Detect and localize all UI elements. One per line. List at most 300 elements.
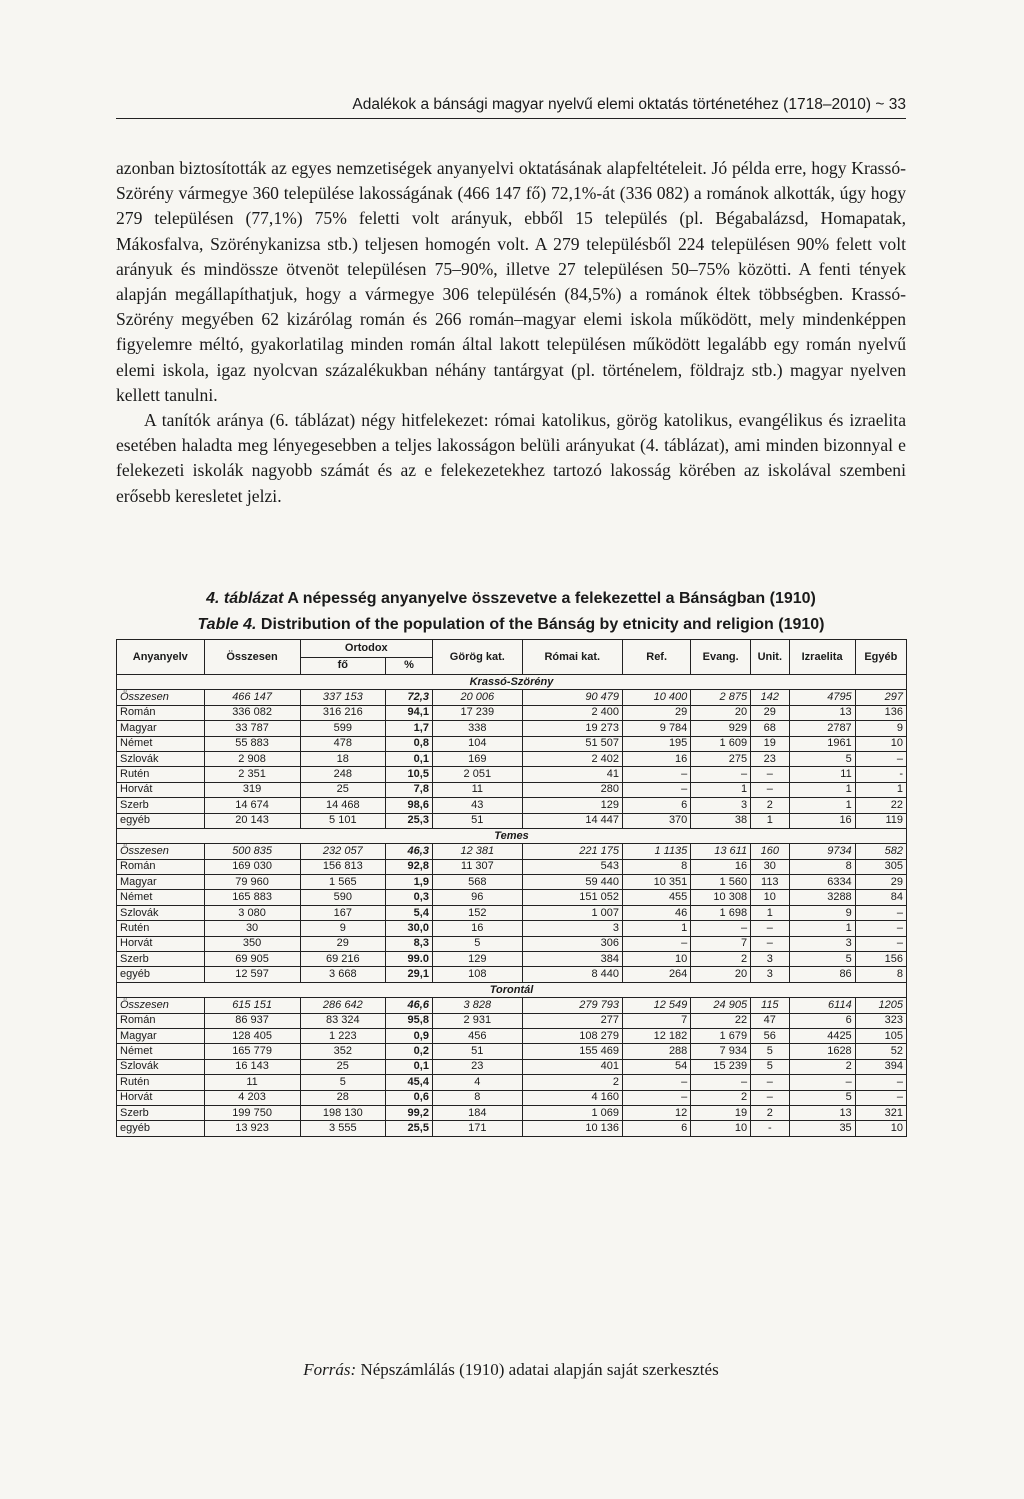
table-cell: 11 — [789, 767, 855, 782]
table-cell: 90 479 — [522, 690, 622, 705]
table-cell: 5 — [751, 1059, 789, 1074]
table-row — [117, 1090, 907, 1105]
table-cell: 1 679 — [691, 1028, 751, 1043]
table-cell: 394 — [855, 1059, 906, 1074]
header-romai: Római kat. — [522, 640, 622, 675]
table-cell: – — [622, 782, 690, 797]
table-cell: 128 405 — [204, 1028, 300, 1043]
table-cell: 4 — [432, 1075, 522, 1090]
table-row — [117, 1028, 907, 1043]
table-cell: 68 — [751, 721, 789, 736]
table-cell: 33 787 — [204, 721, 300, 736]
table-cell: 11 — [204, 1075, 300, 1090]
table-cell: 0,1 — [386, 1059, 433, 1074]
table-cell: 1 — [789, 782, 855, 797]
table-cell: 929 — [691, 721, 751, 736]
table-cell: 6 — [622, 1121, 690, 1136]
source-note — [116, 1360, 906, 1380]
table-cell: 2 402 — [522, 751, 622, 766]
table-cell: 336 082 — [204, 705, 300, 720]
table-cell: 10 — [691, 1121, 751, 1136]
running-header — [116, 96, 906, 119]
table-cell: 4425 — [789, 1028, 855, 1043]
table-cell: 264 — [622, 967, 690, 982]
table-cell: 1 1135 — [622, 844, 690, 859]
table-cell: – — [855, 751, 906, 766]
table-cell: 3 668 — [300, 967, 385, 982]
table-cell: 115 — [751, 998, 789, 1013]
table-cell: 14 468 — [300, 798, 385, 813]
table-cell: – — [691, 921, 751, 936]
table-cell: 16 — [432, 921, 522, 936]
row-label: Román — [117, 1013, 205, 1028]
row-label: Szlovák — [117, 1059, 205, 1074]
table-cell: 54 — [622, 1059, 690, 1074]
table-cell: 105 — [855, 1028, 906, 1043]
table-cell: 0,8 — [386, 736, 433, 751]
table-cell: 18 — [300, 751, 385, 766]
table-cell: 10 136 — [522, 1121, 622, 1136]
table-cell: 8 — [855, 967, 906, 982]
table-cell: 30,0 — [386, 921, 433, 936]
table-cell: – — [751, 782, 789, 797]
table-row — [117, 890, 907, 905]
table-cell: 1 — [751, 813, 789, 828]
table-cell: 1628 — [789, 1044, 855, 1059]
table-cell: 35 — [789, 1121, 855, 1136]
table-cell: 3 — [691, 798, 751, 813]
table-cell: 297 — [855, 690, 906, 705]
header-pct: % — [386, 657, 433, 675]
table-row — [117, 952, 907, 967]
table-cell: – — [751, 1090, 789, 1105]
table-row — [117, 751, 907, 766]
table-cell: 350 — [204, 936, 300, 951]
table-cell: 5 — [789, 751, 855, 766]
table-cell: 10 — [622, 952, 690, 967]
row-label: Horvát — [117, 782, 205, 797]
table-cell: 1 — [855, 782, 906, 797]
table-cell: 20 — [691, 967, 751, 982]
table-cell: 0,2 — [386, 1044, 433, 1059]
running-title: Adalékok a bánsági magyar nyelvű elemi oktatás történetéhez (1718–2010) ~ 33 — [352, 96, 906, 113]
table-cell: 8,3 — [386, 936, 433, 951]
table-cell: 52 — [855, 1044, 906, 1059]
table-cell: 12 597 — [204, 967, 300, 982]
table-cell: 167 — [300, 905, 385, 920]
table-cell: 10 400 — [622, 690, 690, 705]
table-cell: 28 — [300, 1090, 385, 1105]
row-label: egyéb — [117, 967, 205, 982]
table-cell: 11 — [432, 782, 522, 797]
table-cell: 1 560 — [691, 875, 751, 890]
table-cell: 72,3 — [386, 690, 433, 705]
row-label: Német — [117, 1044, 205, 1059]
table-cell: 98,6 — [386, 798, 433, 813]
table-cell: 16 143 — [204, 1059, 300, 1074]
table-cell: 20 143 — [204, 813, 300, 828]
table-cell: 12 549 — [622, 998, 690, 1013]
table-row — [117, 859, 907, 874]
table-cell: 92,8 — [386, 859, 433, 874]
header-egyeb: Egyéb — [855, 640, 906, 675]
table-cell: 3 — [789, 936, 855, 951]
table-cell: 7 934 — [691, 1044, 751, 1059]
table-cell: 160 — [751, 844, 789, 859]
table-cell: 13 — [789, 1105, 855, 1120]
table-cell: 155 469 — [522, 1044, 622, 1059]
table-cell: 2 875 — [691, 690, 751, 705]
table-row — [117, 736, 907, 751]
table-row — [117, 875, 907, 890]
table-cell: 316 216 — [300, 705, 385, 720]
table-row — [117, 690, 907, 705]
table-row — [117, 921, 907, 936]
table-cell: 10 — [855, 1121, 906, 1136]
table-cell: 51 — [432, 813, 522, 828]
table-row — [117, 1059, 907, 1074]
table-cell: – — [855, 1090, 906, 1105]
region-row — [117, 982, 907, 997]
table-cell: 2 — [691, 952, 751, 967]
header-gorog: Görög kat. — [432, 640, 522, 675]
table-cell: 24 905 — [691, 998, 751, 1013]
table-cell: 136 — [855, 705, 906, 720]
table-cell: 41 — [522, 767, 622, 782]
table-cell: 2 051 — [432, 767, 522, 782]
table-cell: 171 — [432, 1121, 522, 1136]
table-cell: 2 400 — [522, 705, 622, 720]
table-cell: 29 — [751, 705, 789, 720]
table-cell: 1961 — [789, 736, 855, 751]
table-cell: - — [855, 767, 906, 782]
region-name: Krassó-Szörény — [117, 675, 907, 690]
table-cell: 337 153 — [300, 690, 385, 705]
table-cell: 1 069 — [522, 1105, 622, 1120]
table-cell: 29 — [855, 875, 906, 890]
table-cell: 16 — [691, 859, 751, 874]
table-cell: 108 279 — [522, 1028, 622, 1043]
caption-english — [116, 612, 906, 638]
table-row — [117, 798, 907, 813]
row-label: egyéb — [117, 1121, 205, 1136]
row-label: Magyar — [117, 1028, 205, 1043]
table-cell: 3 828 — [432, 998, 522, 1013]
table-cell: 169 030 — [204, 859, 300, 874]
table-cell: 99.0 — [386, 952, 433, 967]
table-cell: 0,1 — [386, 751, 433, 766]
table-cell: 23 — [432, 1059, 522, 1074]
row-label: Magyar — [117, 721, 205, 736]
table-cell: 4 203 — [204, 1090, 300, 1105]
table-cell: 590 — [300, 890, 385, 905]
header-unit: Unit. — [751, 640, 789, 675]
table-cell: – — [789, 1075, 855, 1090]
row-label: Német — [117, 890, 205, 905]
table-cell: 45,4 — [386, 1075, 433, 1090]
table-row — [117, 844, 907, 859]
caption-title: Distribution of the population of the Bánság by etnicity and religion (1910) — [256, 616, 825, 633]
table-row — [117, 936, 907, 951]
table-cell: 20 006 — [432, 690, 522, 705]
row-label: Rutén — [117, 1075, 205, 1090]
region-name: Temes — [117, 828, 907, 843]
row-label: Román — [117, 705, 205, 720]
table-cell: 3288 — [789, 890, 855, 905]
table-body — [117, 675, 907, 1137]
row-label: Összesen — [117, 998, 205, 1013]
table-cell: 151 052 — [522, 890, 622, 905]
table-cell: 29 — [622, 705, 690, 720]
table-cell: 38 — [691, 813, 751, 828]
table-cell: 2 — [751, 798, 789, 813]
table-cell: 6114 — [789, 998, 855, 1013]
table-cell: 184 — [432, 1105, 522, 1120]
table-cell: 47 — [751, 1013, 789, 1028]
table-cell: 8 — [789, 859, 855, 874]
table-cell: 582 — [855, 844, 906, 859]
table-cell: 19 — [751, 736, 789, 751]
table-cell: 156 813 — [300, 859, 385, 874]
table-cell: 20 — [691, 705, 751, 720]
table-cell: 277 — [522, 1013, 622, 1028]
table-cell: 384 — [522, 952, 622, 967]
table-cell: 86 — [789, 967, 855, 982]
table-cell: 0,9 — [386, 1028, 433, 1043]
row-label: Szerb — [117, 952, 205, 967]
table-cell: 10 351 — [622, 875, 690, 890]
caption-title: A népesség anyanyelve összevetve a felekezettel a Bánságban (1910) — [283, 590, 816, 607]
region-row — [117, 828, 907, 843]
table-cell: 198 130 — [300, 1105, 385, 1120]
table-cell: 2 351 — [204, 767, 300, 782]
table-cell: 2 — [691, 1090, 751, 1105]
header-ref: Ref. — [622, 640, 690, 675]
table-row — [117, 1121, 907, 1136]
table-cell: 2787 — [789, 721, 855, 736]
table-cell: 43 — [432, 798, 522, 813]
row-label: Rutén — [117, 767, 205, 782]
table-cell: 129 — [432, 952, 522, 967]
table-cell: 466 147 — [204, 690, 300, 705]
table-cell: 6334 — [789, 875, 855, 890]
table-cell: 279 793 — [522, 998, 622, 1013]
table-cell: 6 — [622, 798, 690, 813]
table-cell: 142 — [751, 690, 789, 705]
table-row — [117, 767, 907, 782]
table-row — [117, 967, 907, 982]
table-cell: 129 — [522, 798, 622, 813]
table-cell: 0,3 — [386, 890, 433, 905]
table-cell: 104 — [432, 736, 522, 751]
caption-number: Table 4. — [197, 616, 257, 633]
table-cell: 7 — [691, 936, 751, 951]
table-cell: 13 — [789, 705, 855, 720]
table-cell: 14 674 — [204, 798, 300, 813]
table-cell: 13 611 — [691, 844, 751, 859]
table-cell: 25,5 — [386, 1121, 433, 1136]
table-cell: – — [855, 921, 906, 936]
table-cell: 30 — [204, 921, 300, 936]
table-cell: 69 216 — [300, 952, 385, 967]
table-row — [117, 998, 907, 1013]
table-cell: 46,6 — [386, 998, 433, 1013]
table-cell: 1 — [622, 921, 690, 936]
table-cell: 5 — [789, 1090, 855, 1105]
row-label: Román — [117, 859, 205, 874]
table-cell: 2 908 — [204, 751, 300, 766]
header-osszesen: Összesen — [204, 640, 300, 675]
region-row — [117, 675, 907, 690]
table-cell: 46 — [622, 905, 690, 920]
table-cell: – — [751, 921, 789, 936]
table-cell: 15 239 — [691, 1059, 751, 1074]
row-label: Szlovák — [117, 905, 205, 920]
table-cell: 69 905 — [204, 952, 300, 967]
table-cell: 25 — [300, 782, 385, 797]
table-cell: 306 — [522, 936, 622, 951]
table-cell: 4795 — [789, 690, 855, 705]
table-cell: 59 440 — [522, 875, 622, 890]
table-cell: 2 — [522, 1075, 622, 1090]
table-cell: 248 — [300, 767, 385, 782]
table-cell: 12 381 — [432, 844, 522, 859]
table-cell: 1,9 — [386, 875, 433, 890]
table-cell: 10 — [751, 890, 789, 905]
table-cell: 1 — [691, 782, 751, 797]
table-cell: – — [751, 1075, 789, 1090]
table-cell: 29 — [300, 936, 385, 951]
table-cell: 401 — [522, 1059, 622, 1074]
table-cell: 370 — [622, 813, 690, 828]
table-cell: 280 — [522, 782, 622, 797]
table-cell: 56 — [751, 1028, 789, 1043]
table-cell: 478 — [300, 736, 385, 751]
table-cell: 10,5 — [386, 767, 433, 782]
table-cell: 84 — [855, 890, 906, 905]
row-label: Német — [117, 736, 205, 751]
table-row — [117, 1013, 907, 1028]
table-cell: – — [622, 1075, 690, 1090]
table-cell: 352 — [300, 1044, 385, 1059]
table-cell: 288 — [622, 1044, 690, 1059]
row-label: Rutén — [117, 921, 205, 936]
table-cell: 12 — [622, 1105, 690, 1120]
table-cell: 323 — [855, 1013, 906, 1028]
header-fo: fő — [300, 657, 385, 675]
table-cell: – — [855, 905, 906, 920]
caption-number: 4. táblázat — [206, 590, 284, 607]
table-cell: 55 883 — [204, 736, 300, 751]
table-cell: 25 — [300, 1059, 385, 1074]
table-cell: 108 — [432, 967, 522, 982]
table-cell: 568 — [432, 875, 522, 890]
table-cell: 338 — [432, 721, 522, 736]
table-cell: 2 — [789, 1059, 855, 1074]
table-cell: 3 080 — [204, 905, 300, 920]
table-cell: 6 — [789, 1013, 855, 1028]
table-cell: 1 609 — [691, 736, 751, 751]
table-cell: 305 — [855, 859, 906, 874]
row-label: Szlovák — [117, 751, 205, 766]
table-cell: 51 — [432, 1044, 522, 1059]
table-caption — [116, 586, 906, 638]
table-cell: 9734 — [789, 844, 855, 859]
table-cell: 8 440 — [522, 967, 622, 982]
row-label: Magyar — [117, 875, 205, 890]
table-cell: – — [622, 767, 690, 782]
table-cell: 17 239 — [432, 705, 522, 720]
source-text: Népszámlálás (1910) adatai alapján saját szerkesztés — [356, 1360, 719, 1379]
table-row — [117, 905, 907, 920]
table-row — [117, 1075, 907, 1090]
table-cell: 86 937 — [204, 1013, 300, 1028]
table-cell: 5 101 — [300, 813, 385, 828]
row-label: Szerb — [117, 1105, 205, 1120]
table-cell: 3 — [751, 967, 789, 982]
caption-hungarian — [116, 586, 906, 612]
table-cell: 8 — [432, 1090, 522, 1105]
source-label: Forrás: — [303, 1360, 357, 1379]
table-cell: 96 — [432, 890, 522, 905]
table-cell: 25,3 — [386, 813, 433, 828]
table-cell: 46,3 — [386, 844, 433, 859]
paragraph: A tanítók aránya (6. táblázat) négy hitfelekezet: római katolikus, görög katolikus, evangélikus és izraelita esetében haladta meg lényegesebben a teljes lakosságon belüli arányukat (4. táblázat), ami minden bizonnyal e felekezeti iskolák nagyobb számát és az e felekezetekhez tartozó lakosság körében az iskolával szembeni erősebb keresletet jelzi. — [116, 410, 906, 506]
table-cell: 195 — [622, 736, 690, 751]
table-cell: 2 931 — [432, 1013, 522, 1028]
table-cell: 5 — [432, 936, 522, 951]
header-izraelita: Izraelita — [789, 640, 855, 675]
table-row — [117, 705, 907, 720]
table-cell: 9 — [789, 905, 855, 920]
table-cell: 1 — [789, 798, 855, 813]
table-cell: 83 324 — [300, 1013, 385, 1028]
table-cell: 5 — [300, 1075, 385, 1090]
table-cell: 3 — [751, 952, 789, 967]
table-cell: 13 923 — [204, 1121, 300, 1136]
table-cell: 1 565 — [300, 875, 385, 890]
table-cell: - — [751, 1121, 789, 1136]
table-row — [117, 1105, 907, 1120]
table-cell: 543 — [522, 859, 622, 874]
table-cell: 30 — [751, 859, 789, 874]
table-cell: 275 — [691, 751, 751, 766]
table-cell: 1 223 — [300, 1028, 385, 1043]
table-cell: 7 — [622, 1013, 690, 1028]
table-cell: 319 — [204, 782, 300, 797]
table-cell: 99,2 — [386, 1105, 433, 1120]
row-label: Horvát — [117, 936, 205, 951]
table-cell: – — [622, 1090, 690, 1105]
table-cell: 1,7 — [386, 721, 433, 736]
table-cell: 16 — [622, 751, 690, 766]
table-cell: 615 151 — [204, 998, 300, 1013]
table-cell: 599 — [300, 721, 385, 736]
table-cell: 14 447 — [522, 813, 622, 828]
table-cell: 3 555 — [300, 1121, 385, 1136]
row-label: egyéb — [117, 813, 205, 828]
table-cell: 119 — [855, 813, 906, 828]
table-cell: 165 779 — [204, 1044, 300, 1059]
table-cell: 22 — [691, 1013, 751, 1028]
table-cell: – — [691, 1075, 751, 1090]
population-table — [116, 639, 907, 1137]
table-cell: 455 — [622, 890, 690, 905]
table-cell: 1 — [789, 921, 855, 936]
table-cell: 113 — [751, 875, 789, 890]
table-cell: 8 — [622, 859, 690, 874]
table-row — [117, 721, 907, 736]
